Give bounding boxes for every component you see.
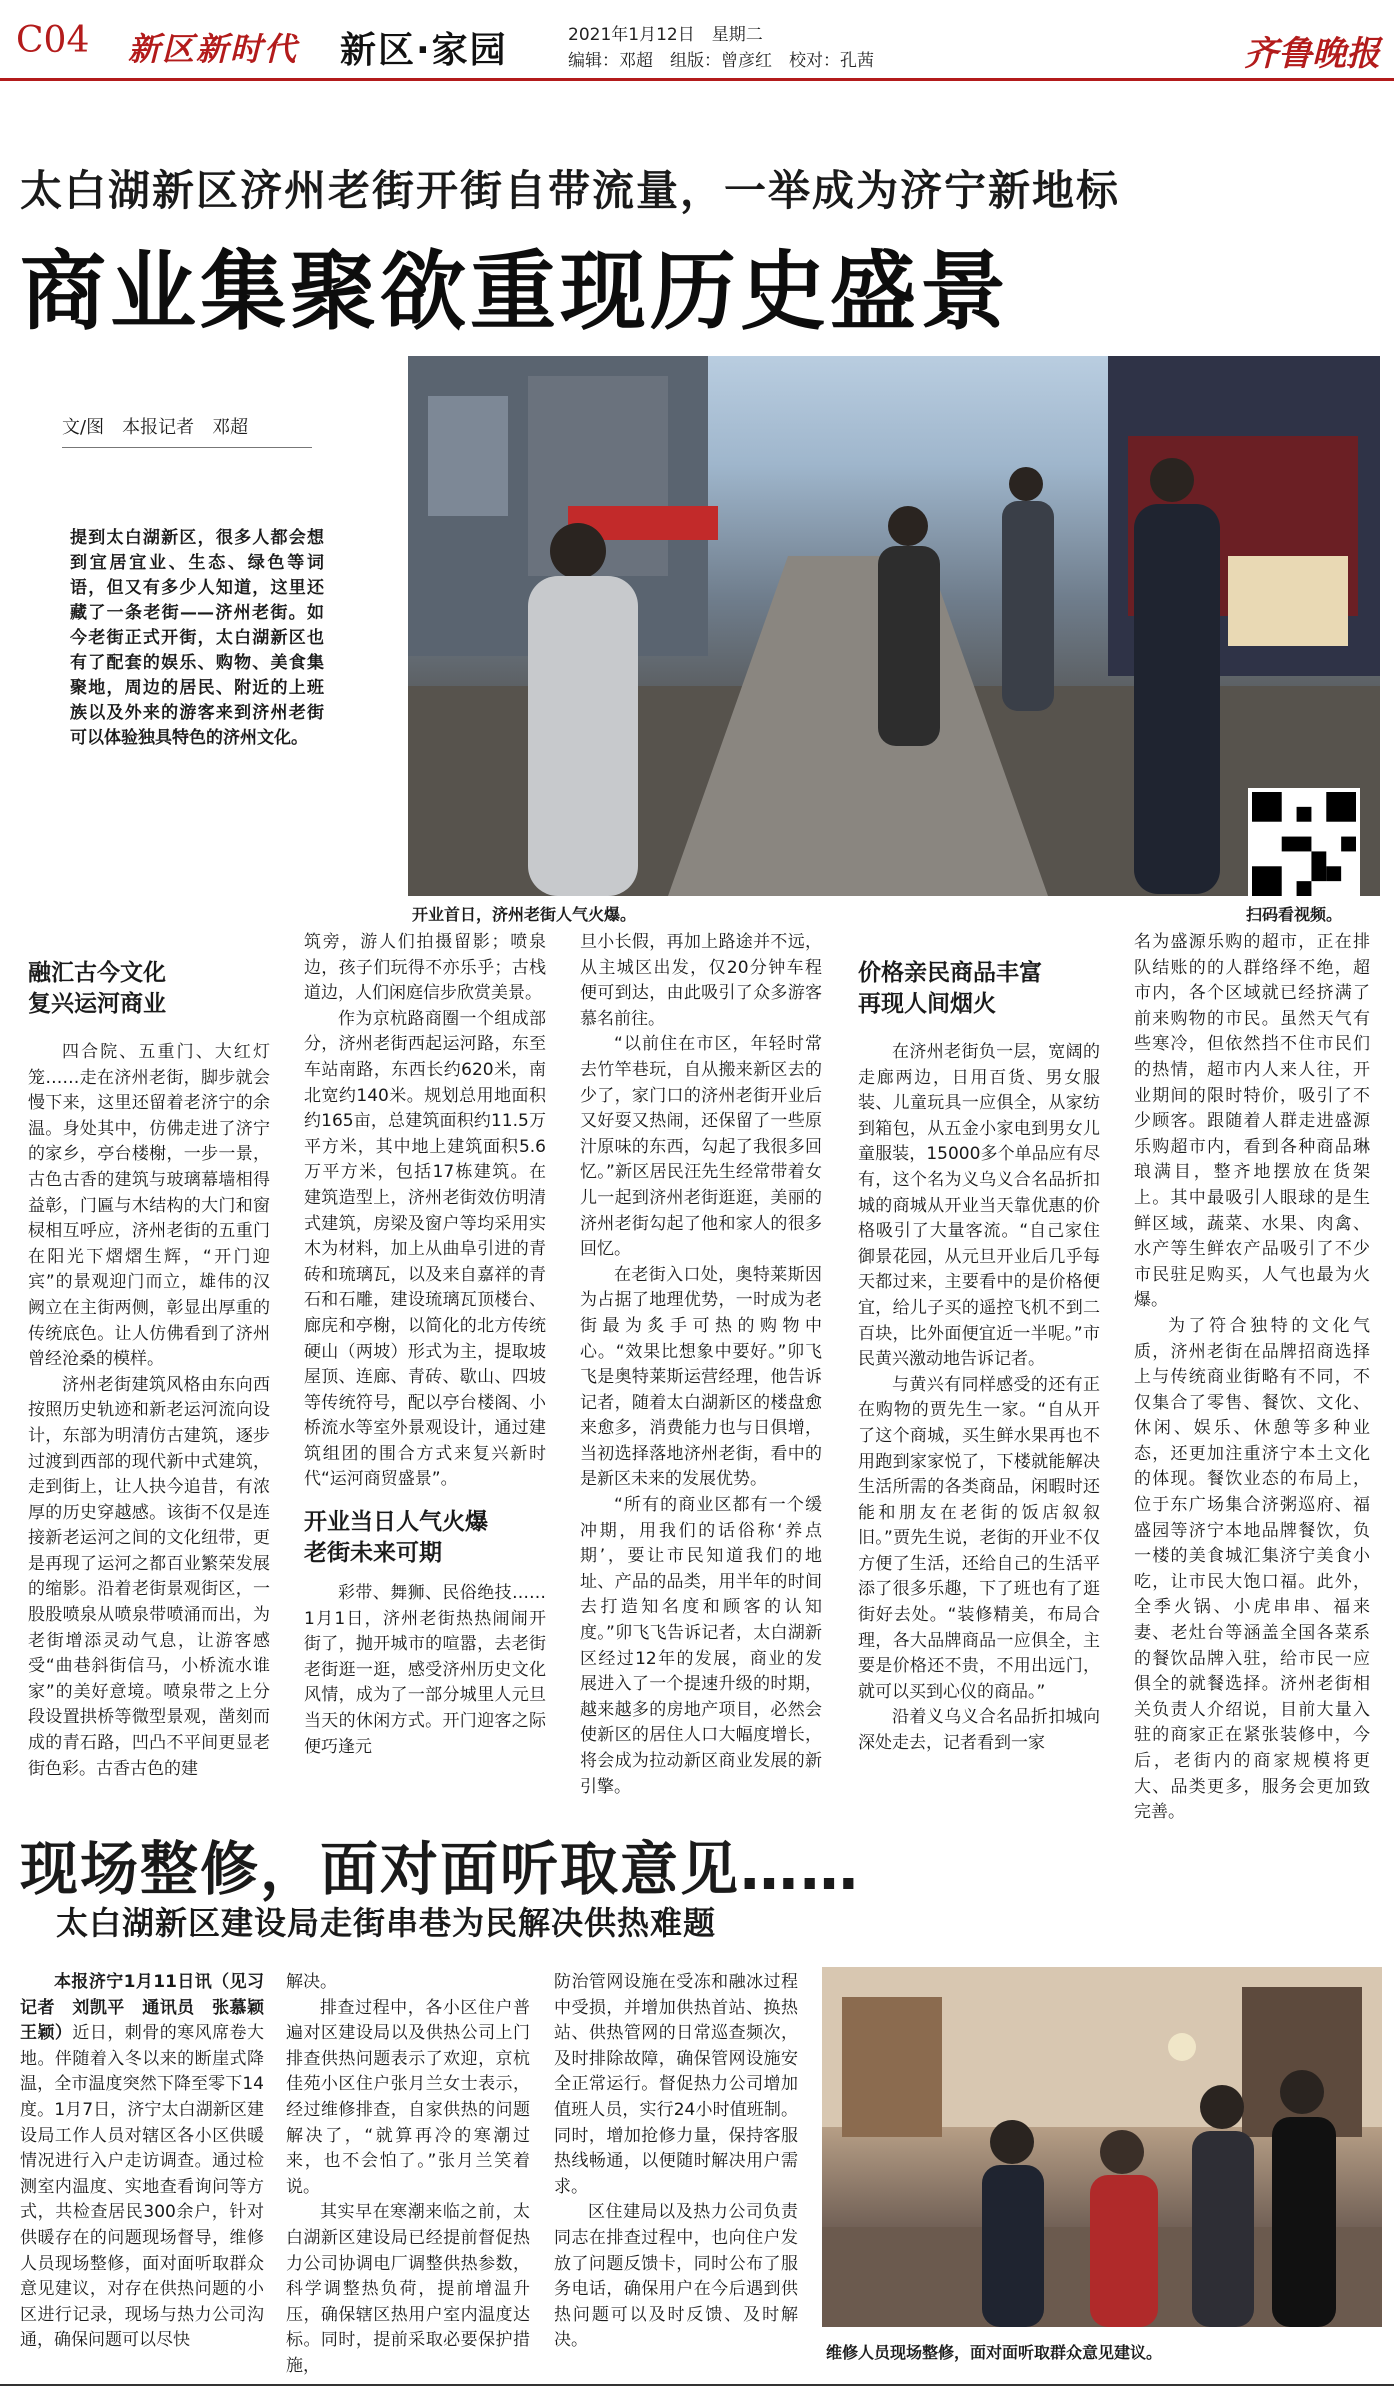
brand-logo: 齐鲁晚报 [1244,34,1380,74]
masthead-rule [0,78,1394,81]
paragraph: 为了符合独特的文化气质，济州老街在品牌招商选择上与传统商业街略有不同，不仅集合了零售、餐饮、文化、休闲、娱乐、休憩等多种业态，还更加注重济宁本土文化的体现。餐饮业态的布局上，位于东广场集合济粥巡府、福盛园等济宁本地品牌餐饮，负一楼的美食城汇集济宁美食小吃，让市民大饱口福。此外，全季火锅、小虎串串、福来妻、老灶台等涵盖全国各菜系的餐饮品牌入驻，给市民一应俱全的就餐选择。济州老街相关负责人介绍说，目前大量入驻的商家正在紧张装修中，今后，老街内的商家规模将更大、品类更多，服务会更加致完善。 [1134,1315,1370,1823]
paragraph: 区住建局以及热力公司负责同志在排查过程中，也向住户发放了问题反馈卡，同时公布了服务电话，确保用户在今后遇到供热问题可以及时反馈、及时解决。 [554,2202,798,2351]
column-heading: 价格亲民商品丰富 再现人间烟火 [858,960,1042,1017]
paragraph: 济州老街建筑风格由东向西按照历史轨迹和新老运河流向设计，东部为明清仿古建筑，逐步过渡到西部的现代新中式建筑，走到街上，让人抉今追昔，有浓厚的历史穿越感。该街不仅是连接新老运河之间的文化纽带，更是再现了运河之都百业繁荣发展的缩影。沿着老街景观街区，一股股喷泉从喷泉带喷涌而出，为老街增添灵动气息，让游客感受“曲巷斜街信马，小桥流水谁家”的美好意境。喷泉带之上分段设置拱桥等微型景观，凿刻而成的青石路，凹凸不平间更显老街色彩。古香古色的建 [28,1374,270,1779]
dateline: 本报济宁1月11日讯（见习记者 刘凯平 通讯员 张慕颖 王颖） [20,1972,281,2044]
paragraph: 筑旁，游人们拍摄留影；喷泉边，孩子们玩得不亦乐乎；古栈道边，人们闲庭信步欣赏美景。 [304,932,546,1004]
paragraph: 彩带、舞狮、民俗绝技……1月1日，济州老街热热闹闹开街了，抛开城市的喧嚣，去老街老街逛一逛，感受济州历史文化风情，成为了一部分城里人元旦当天的休闲方式。开门迎客之际便巧逢元 [304,1583,546,1757]
story1-column-3 [580,930,822,1800]
story2-column-2 [286,1970,530,2380]
column-heading: 开业当日人气火爆 老街未来可期 [304,1509,488,1567]
story2-subhead: 太白湖新区建设局走街串巷为民解决供热难题 [56,1904,717,1942]
qr-code-icon [1252,792,1356,896]
editors-line: 编辑：邓超 组版：曾彦红 校对：孔茜 [568,51,874,71]
paper-name-logo: 新区新时代 [128,30,299,68]
story1-column-2 [304,930,546,1760]
story2-column-3 [554,1970,798,2354]
story2-photo-caption: 维修人员现场整修，面对面听取群众意见建议。 [826,2343,1163,2362]
paragraph: 作为京杭路商圈一个组成部分，济州老街西起运河路，东至车站南路，东西长约620米，南北宽约140米。规划总用地面积约165亩，总建筑面积约11.5万平方米，其中地上建筑面积5.6万平方米，包括17栋建筑。在建筑造型上，济州老街效仿明清式建筑，房梁及窗户等均采用实木为材料，加上从曲阜引进的青砖和琉璃瓦，以及来自嘉祥的青石和石雕，建设琉璃瓦顶楼台、廊庑和亭榭，以简化的北方传统硬山（两坡）形式为主，提取坡屋顶、连廊、青砖、歇山、四坡等传统符号，配以亭台楼阁、小桥流水等室外景观设计，通过建筑组团的围合方式来复兴新时代“运河商贸盛景”。 [304,1008,546,1490]
paragraph: “所有的商业区都有一个缓冲期，用我们的话俗称‘养点期’，要让市民知道我们的地址、产品的品类，用半年的时间去打造知名度和顾客的认知度。”卯飞飞告诉记者，太白湖新区经过12年的发展，商业的发展进入了一个提速升级的时期，越来越多的房地产项目，必然会使新区的居住人口大幅度增长，将会成为拉动新区商业发展的新引擎。 [580,1495,822,1797]
story1-lede: 提到太白湖新区，很多人都会想到宜居宜业、生态、绿色等词语，但又有多少人知道，这里还藏了一条老街——济州老街。如今老街正式开街，太白湖新区也有了配套的娱乐、购物、美食集聚地，周边的居民、附近的上班族以及外来的游客来到济州老街可以体验独具特色的济州文化。 [70,528,324,748]
story1-column-4 [858,958,1100,1757]
story1-photo [408,356,1380,896]
paragraph: 名为盛源乐购的超市，正在排队结账的的人群络绎不绝，超市内，各个区域就已经挤满了前来购物的市民。虽然天气有些寒冷，但依然挡不住市民们的热情，超市内人来人往，开业期间的限时特价，吸引了不少顾客。跟随着人群走进盛源乐购超市内，看到各种商品琳琅满目，整齐地摆放在货架上。其中最吸引人眼球的是生鲜区域，蔬菜、水果、肉禽、水产等生鲜农产品吸引了不少市民驻足购买，人气也最为火爆。 [1134,932,1370,1311]
page-number: C04 [16,20,90,61]
story1-photo-caption: 开业首日，济州老街人气火爆。 [412,905,637,924]
issue-meta [568,22,874,74]
story1-subhead: 太白湖新区济州老街开街自带流量，一举成为济宁新地标 [20,166,1121,215]
paragraph: 解决。 [286,1972,337,1992]
repair-scene-illustration [822,1967,1382,2327]
qr-code[interactable] [1248,788,1360,900]
page-bottom-rule [0,2384,1394,2386]
paragraph [20,1970,281,2354]
paragraph: 在老街入口处，奥特莱斯因为占据了地理优势，一时成为老街最为炙手可热的购物中心。“效果比想象中要好。”卯飞飞是奥特莱斯运营经理，他告诉记者，随着太白湖新区的楼盘愈来愈多，消费能力也与日俱增，当初选择落地济州老街，看中的是新区未来的发展优势。 [580,1264,822,1490]
paragraph: 与黄兴有同样感受的还有正在购物的贾先生一家。“自从开了这个商城，买生鲜水果再也不用跑到家家悦了，下楼就能解决生活所需的各类商品，闲暇时还能和朋友在老街的饭店叙叙旧。”贾先生说，老街的开业不仅方便了生活，还给自己的生活平添了很多乐趣，下了班也有了逛街好去处。“装修精美，布局合理，各大品牌商品一应俱全，主要是价格还不贵，不用出远门，就可以买到心仪的商品。” [858,1374,1100,1702]
column-heading: 融汇古今文化 复兴运河商业 [28,960,166,1017]
story1-column-5 [1134,930,1370,1826]
paragraph: 防治管网设施在受冻和融冰过程中受损，并增加供热首站、换热站、供热管网的日常巡查频次，及时排除故障，确保管网设施安全正常运行。督促热力公司增加值班人员，实行24小时值班制。同时，增加抢修力量，保持客服热线畅通，以便随时解决用户需求。 [554,1972,798,2197]
story2-column-1 [20,1970,281,2354]
paragraph: 排查过程中，各小区住户普遍对区建设局以及供热公司上门排查供热问题表示了欢迎，京杭佳苑小区住户张月兰女士表示，经过维修排查，自家供热的问题解决了，“就算再冷的寒潮过来，也不会怕了。”张月兰笑着说。 [286,1997,530,2197]
issue-date: 2021年1月12日 星期二 [568,25,763,45]
story2-headline: 现场整修，面对面听取意见…… [20,1835,861,1903]
qr-caption: 扫码看视频。 [1246,905,1343,924]
paragraph: 四合院、五重门、大红灯笼……走在济州老街，脚步就会慢下来，这里还留着老济宁的余温。身处其中，仿佛走进了济宁的家乡，亭台楼榭，一步一景，古色古香的建筑与玻璃幕墙相得益彰，门匾与木结构的大门和窗棂相互呼应，济州老街的五重门在阳光下熠熠生辉，“开门迎宾”的景观迎门而立，雄伟的汉阙立在主街两侧，彰显出厚重的传统底色。让人仿佛看到了济州曾经沧桑的模样。 [28,1042,270,1370]
story1-headline: 商业集聚欲重现历史盛景 [20,242,1010,342]
story1-byline: 文/图 本报记者 邓超 [62,413,312,448]
section-title: 新区·家园 [340,30,508,71]
street-scene-illustration [408,356,1380,896]
paragraph: 沿着义乌义合名品折扣城向深处走去，记者看到一家 [858,1707,1100,1754]
story1-column-1 [28,958,270,1782]
paragraph: “以前住在市区，年轻时常去竹竿巷玩，自从搬来新区去的少了，家门口的济州老街开业后又好耍又热闹，还保留了一些原汁原味的东西，勾起了我很多回忆。”新区居民汪先生经常带着女儿一起到济州老街逛逛，美丽的济州老街勾起了他和家人的很多回忆。 [580,1034,822,1260]
story2-photo [822,1967,1382,2327]
paragraph: 旦小长假，再加上路途并不远，从主城区出发，仅20分钟车程便可到达，由此吸引了众多游客慕名前往。 [580,932,822,1029]
paragraph: 其实早在寒潮来临之前，太白湖新区建设局已经提前督促热力公司协调电厂调整供热参数，科学调整热负荷，提前增温升压，确保辖区热用户室内温度达标。同时，提前采取必要保护措施， [286,2202,530,2376]
paragraph: 在济州老街负一层，宽阔的走廊两边，日用百货、男女服装、儿童玩具一应俱全，从家纺到箱包，从五金小家电到男女儿童服装，15000多个单品应有尽有，这个名为义乌义合名品折扣城的商城从开业当天靠优惠的价格吸引了大量客流。“自己家住御景花园，从元旦开业后几乎每天都过来，主要看中的是价格便宜，给儿子买的遥控飞机不到二百块，比外面便宜近一半呢。”市民黄兴激动地告诉记者。 [858,1042,1100,1370]
paragraph-text: 近日，刺骨的寒风席卷大地。伴随着入冬以来的断崖式降温，全市温度突然下降至零下14度。1月7日，济宁太白湖新区建设局工作人员对辖区各小区供暖情况进行入户走访调查。通过检测室内温度、实地查看询问等方式，共检查居民300余户，针对供暖存在的问题现场督导，维修人员现场整修，面对面听取群众意见建议，对存在供热问题的小区进行记录，现场与热力公司沟通，确保问题可以尽快 [20,2023,265,2351]
